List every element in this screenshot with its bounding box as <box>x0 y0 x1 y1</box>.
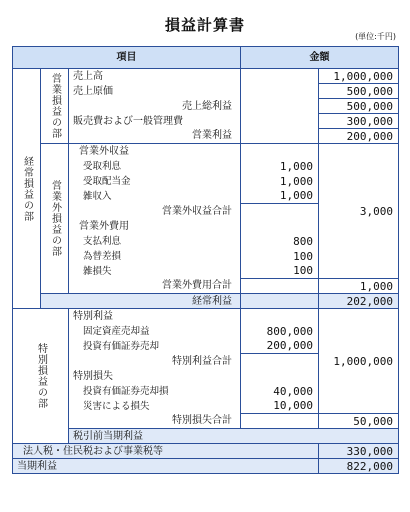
row-label: 受取利息 <box>69 159 241 174</box>
header-item: 項目 <box>13 47 241 69</box>
row-label: 雑損失 <box>69 264 241 279</box>
row-value: 50,000 <box>319 414 399 429</box>
row-value: 800,000 <box>241 324 319 339</box>
row-label: 為替差損 <box>69 249 241 264</box>
row-label: 売上総利益 <box>69 99 241 114</box>
row-label: 災害による損失 <box>69 399 241 414</box>
row-label: 営業外費用 <box>69 219 241 234</box>
row-label: 法人税・住民税および事業税等 <box>13 444 319 459</box>
section-keijo: 経常損益の部 <box>13 69 41 309</box>
unit-note: (単位:千円) <box>355 32 396 41</box>
row-value: 200,000 <box>241 339 319 354</box>
row-label: 固定資産売却益 <box>69 324 241 339</box>
row-value: 500,000 <box>319 99 399 114</box>
row-label: 投資有価証券売却 <box>69 339 241 354</box>
row-value: 1,000 <box>241 159 319 174</box>
row-label: 販売費および一般管理費 <box>69 114 241 129</box>
row-label: 経常利益 <box>41 294 241 309</box>
row-value: 40,000 <box>241 384 319 399</box>
row-label: 営業外収益合計 <box>69 204 241 219</box>
page-title: 損益計算書 <box>164 16 245 34</box>
row-value: 200,000 <box>319 129 399 144</box>
row-value: 1,000 <box>241 174 319 189</box>
row-label: 売上原価 <box>69 84 241 99</box>
row-value: 1,000,000 <box>319 69 399 84</box>
row-label: 特別損失合計 <box>69 414 241 429</box>
row-value: 100 <box>241 249 319 264</box>
row-value: 822,000 <box>319 459 399 474</box>
row-label: 投資有価証券売却損 <box>69 384 241 399</box>
row-value: 330,000 <box>319 444 399 459</box>
row-label: 受取配当金 <box>69 174 241 189</box>
row-label: 特別損失 <box>69 369 241 384</box>
row-value: 500,000 <box>319 84 399 99</box>
row-value: 1,000 <box>319 279 399 294</box>
row-value: 800 <box>241 234 319 249</box>
row-value: 300,000 <box>319 114 399 129</box>
section-tokubetsu: 特別損益の部 <box>13 309 69 444</box>
row-label: 営業外収益 <box>69 144 241 159</box>
row-label: 特別利益 <box>69 309 241 324</box>
row-label: 売上高 <box>69 69 241 84</box>
row-value: 10,000 <box>241 399 319 414</box>
section-eigyogai: 営業外損益の部 <box>41 144 69 294</box>
row-value: 1,000,000 <box>319 354 399 369</box>
row-label: 支払利息 <box>69 234 241 249</box>
row-value: 1,000 <box>241 189 319 204</box>
section-eigyo: 営業損益の部 <box>41 69 69 144</box>
row-label: 当期利益 <box>13 459 319 474</box>
row-label: 営業外費用合計 <box>69 279 241 294</box>
row-label: 税引前当期利益 <box>69 429 399 444</box>
header-amount: 金額 <box>241 47 399 69</box>
row-value: 3,000 <box>319 204 399 219</box>
income-statement-table <box>12 46 399 474</box>
row-label: 雑収入 <box>69 189 241 204</box>
row-label: 特別利益合計 <box>69 354 241 369</box>
row-label: 営業利益 <box>69 129 241 144</box>
row-value: 100 <box>241 264 319 279</box>
row-value: 202,000 <box>319 294 399 309</box>
